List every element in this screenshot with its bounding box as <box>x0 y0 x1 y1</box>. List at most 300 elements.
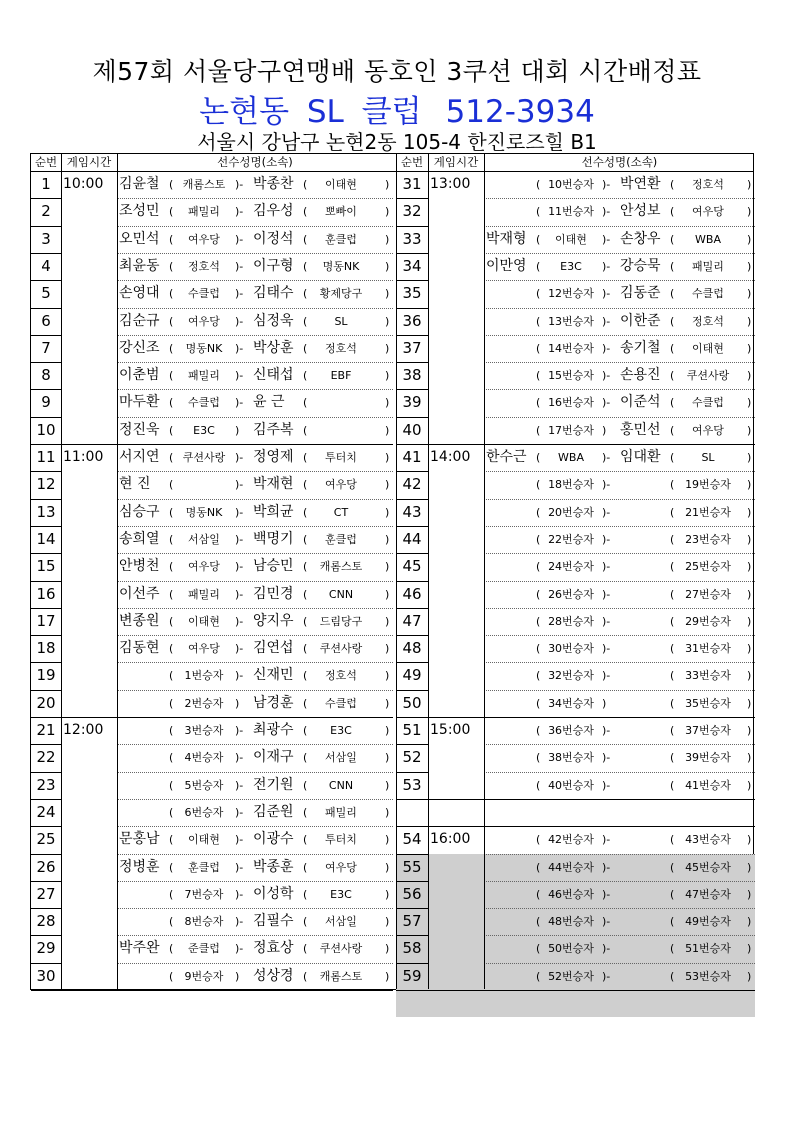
row-number: 17 <box>36 611 56 630</box>
sep-a: )- <box>235 478 244 492</box>
match-pair <box>117 280 393 307</box>
row-number: 7 <box>41 338 51 357</box>
player-b: 이구형 <box>253 257 294 274</box>
row-number: 3 <box>41 229 51 248</box>
match-pair <box>117 608 393 635</box>
player-b: 임대환 <box>620 449 661 465</box>
row-number <box>396 799 428 826</box>
paren-open-b: ( <box>670 178 675 191</box>
club-a: 7번승자 <box>184 887 224 901</box>
club-b: 정호석 <box>692 314 724 328</box>
player-b: 김주복 <box>253 421 294 438</box>
match-pair <box>117 171 393 198</box>
club-b: 45번승자 <box>685 860 731 874</box>
paren-open-a: ( <box>169 423 174 437</box>
club-a: 3번승자 <box>184 724 224 737</box>
paren-close-b: ) <box>747 178 752 191</box>
club-b: 여우당 <box>692 423 724 437</box>
club-b: 쿠션사랑 <box>319 942 363 956</box>
row-number: 35 <box>402 284 422 303</box>
paren-open-a: ( <box>169 560 174 574</box>
paren-open-b: ( <box>670 478 675 492</box>
sep-a: ) <box>235 696 240 710</box>
player-b: 정영제 <box>253 449 294 465</box>
club-a: 훈클럽 <box>188 860 220 874</box>
paren-open-a: ( <box>536 532 541 546</box>
paren-open-a: ( <box>169 532 174 546</box>
paren-close-b: ) <box>747 287 752 301</box>
club-b: 드림당구 <box>319 614 363 628</box>
club-a: 여우당 <box>188 232 220 246</box>
club-a: 서삼일 <box>188 532 220 546</box>
club-b: 37번승자 <box>685 724 731 737</box>
paren-close-b: ) <box>747 560 752 574</box>
paren-open-b: ( <box>303 887 308 901</box>
sep-a: )- <box>602 751 611 765</box>
match-pair <box>484 499 755 526</box>
paren-open-a: ( <box>536 259 541 273</box>
paren-close-b: ) <box>385 369 390 383</box>
paren-open-a: ( <box>536 833 541 847</box>
row-number: 45 <box>402 557 422 576</box>
match-pair <box>117 826 393 853</box>
paren-open-b: ( <box>670 532 675 546</box>
club-b: 정호석 <box>325 669 357 683</box>
club-b: 패밀리 <box>692 259 724 273</box>
player-b: 이재구 <box>253 749 294 766</box>
paren-open-b: ( <box>303 805 308 819</box>
club-a: 50번승자 <box>548 942 594 956</box>
column-rule <box>484 154 485 989</box>
player-b: 백명기 <box>253 530 294 547</box>
paren-open-a: ( <box>169 833 174 847</box>
paren-open-a: ( <box>169 178 174 191</box>
match-pair <box>117 935 393 962</box>
player-a: 이선주 <box>119 585 160 602</box>
paren-open-a: ( <box>169 724 174 737</box>
player-b: 손창우 <box>620 230 661 247</box>
paren-open-b: ( <box>670 560 675 574</box>
paren-open-a: ( <box>169 915 174 929</box>
club-b: E3C <box>330 887 352 901</box>
paren-open-b: ( <box>303 451 308 464</box>
paren-open-b: ( <box>670 942 675 956</box>
club-a: 2번승자 <box>184 696 224 710</box>
paren-close-b: ) <box>385 696 390 710</box>
paren-open-b: ( <box>670 232 675 246</box>
sep-a: )- <box>602 314 611 328</box>
paren-close-b: ) <box>747 451 752 464</box>
paren-open-a: ( <box>536 969 541 983</box>
match-pair <box>484 854 755 881</box>
paren-close-b: ) <box>747 587 752 601</box>
paren-open-a: ( <box>169 778 174 792</box>
row-number: 50 <box>402 693 422 712</box>
club-a: 쿠션사랑 <box>182 451 226 464</box>
paren-open-a: ( <box>536 696 541 710</box>
club-b: SL <box>334 314 348 328</box>
player-a: 최윤동 <box>119 257 160 274</box>
paren-close-b: ) <box>747 478 752 492</box>
paren-open-b: ( <box>303 724 308 737</box>
paren-close-b: ) <box>747 669 752 683</box>
club-a: 이태현 <box>188 833 220 847</box>
club-a: 1번승자 <box>184 669 224 683</box>
player-b: 심정욱 <box>253 312 294 329</box>
club-a: 패밀리 <box>188 587 220 601</box>
match-pair <box>117 335 393 362</box>
sep-a: )- <box>235 314 244 328</box>
paren-close-b: ) <box>385 532 390 546</box>
paren-open-a: ( <box>169 451 174 464</box>
header-time: 게임시간 <box>433 155 479 169</box>
club-a: 정호석 <box>188 259 220 273</box>
paren-open-b: ( <box>303 423 308 437</box>
sep-a: )- <box>602 860 611 874</box>
club-a: 4번승자 <box>184 751 224 765</box>
sep-a: )- <box>602 669 611 683</box>
player-b: 손용진 <box>620 367 661 384</box>
paren-open-b: ( <box>670 396 675 410</box>
sep-a: )- <box>602 614 611 628</box>
paren-open-b: ( <box>303 915 308 929</box>
club-b: 23번승자 <box>685 532 731 546</box>
sep-a: ) <box>602 696 607 710</box>
match-pair <box>484 744 755 771</box>
sep-a: )- <box>602 451 611 464</box>
match-pair <box>484 662 755 689</box>
match-pair <box>484 198 755 225</box>
paren-open-a: ( <box>536 887 541 901</box>
club-b: 훈클럽 <box>325 232 357 246</box>
paren-open-a: ( <box>169 642 174 656</box>
match-pair <box>117 744 393 771</box>
match-pair <box>117 553 393 580</box>
paren-close-b: ) <box>747 887 752 901</box>
club-b: 39번승자 <box>685 751 731 765</box>
sep-a: )- <box>602 287 611 301</box>
sep-a: )- <box>235 532 244 546</box>
match-pair <box>484 253 755 280</box>
match-pair <box>484 308 755 335</box>
paren-open-a: ( <box>169 860 174 874</box>
club-b: 투터치 <box>325 451 357 464</box>
player-b: 신태섭 <box>253 367 294 384</box>
row-number: 29 <box>36 939 56 958</box>
player-b: 김준원 <box>253 803 294 820</box>
paren-open-b: ( <box>670 724 675 737</box>
address: 서울시 강남구 논현2동 105-4 한진로즈힐 B1 <box>197 130 597 154</box>
player-b: 송기철 <box>620 339 661 356</box>
paren-open-a: ( <box>536 505 541 519</box>
paren-open-b: ( <box>303 314 308 328</box>
paren-open-b: ( <box>670 369 675 383</box>
club-b: 27번승자 <box>685 587 731 601</box>
row-number: 47 <box>402 611 422 630</box>
player-b: 양지우 <box>253 612 294 629</box>
row-number: 16 <box>36 584 56 603</box>
paren-close-b: ) <box>385 314 390 328</box>
player-a: 손영대 <box>119 285 160 302</box>
row-number: 48 <box>402 639 422 658</box>
club-a: E3C <box>193 423 215 437</box>
player-a: 정병훈 <box>119 858 160 875</box>
match-pair <box>117 854 393 881</box>
club-b: 뽀빠이 <box>325 205 357 219</box>
paren-open-b: ( <box>670 833 675 847</box>
club-b: 정호석 <box>692 178 724 191</box>
paren-close-b: ) <box>747 915 752 929</box>
sep-a: )- <box>235 341 244 355</box>
match-pair <box>117 581 393 608</box>
club-a: 28번승자 <box>548 614 594 628</box>
club-a: 캐롬스토 <box>182 178 226 191</box>
match-pair <box>484 635 755 662</box>
paren-close-b: ) <box>385 505 390 519</box>
sep-a: )- <box>235 178 244 191</box>
player-a: 한수근 <box>486 449 527 465</box>
row-number: 41 <box>402 448 422 466</box>
club-b: E3C <box>330 724 352 737</box>
player-a: 이만영 <box>486 257 527 274</box>
paren-close-b: ) <box>385 614 390 628</box>
paren-open-a: ( <box>536 205 541 219</box>
player-a: 정진욱 <box>119 421 160 438</box>
paren-open-a: ( <box>536 751 541 765</box>
player-b: 박상훈 <box>253 339 294 356</box>
paren-open-a: ( <box>169 505 174 519</box>
paren-open-b: ( <box>303 532 308 546</box>
paren-open-b: ( <box>303 478 308 492</box>
paren-close-b: ) <box>385 833 390 847</box>
paren-open-b: ( <box>670 287 675 301</box>
paren-close-b: ) <box>385 642 390 656</box>
club-b: 25번승자 <box>685 560 731 574</box>
row-number: 19 <box>36 666 56 685</box>
row-number: 30 <box>36 966 56 985</box>
paren-open-a: ( <box>536 287 541 301</box>
paren-open-b: ( <box>670 887 675 901</box>
paren-open-b: ( <box>670 423 675 437</box>
column-rule <box>61 154 62 989</box>
club-a: 패밀리 <box>188 205 220 219</box>
match-pair <box>117 717 393 744</box>
match-pair <box>484 772 755 799</box>
paren-close-b: ) <box>747 969 752 983</box>
sep-a: )- <box>602 887 611 901</box>
header-no: 순번 <box>34 155 58 169</box>
sep-a: )- <box>235 724 244 737</box>
club-b: 쿠션사랑 <box>686 369 730 383</box>
paren-open-a: ( <box>169 587 174 601</box>
match-pair <box>117 253 393 280</box>
sep-a: )- <box>235 833 244 847</box>
paren-open-b: ( <box>670 778 675 792</box>
paren-open-a: ( <box>169 751 174 765</box>
column-rule <box>117 154 118 989</box>
paren-open-a: ( <box>169 942 174 956</box>
club-b: 쿠션사랑 <box>319 642 363 656</box>
row-number: 23 <box>36 775 56 794</box>
sep-a: )- <box>602 369 611 383</box>
paren-open-a: ( <box>536 642 541 656</box>
row-number: 2 <box>41 202 51 221</box>
paren-open-a: ( <box>169 969 174 983</box>
player-b: 김태수 <box>253 285 294 302</box>
row-number: 1 <box>41 175 51 193</box>
club-a: 수클럽 <box>188 396 220 410</box>
paren-open-b: ( <box>303 942 308 956</box>
paren-open-a: ( <box>536 778 541 792</box>
sep-a: )- <box>235 751 244 765</box>
match-pair <box>484 881 755 908</box>
paren-open-a: ( <box>536 724 541 737</box>
match-pair <box>484 826 755 853</box>
sep-a: )- <box>235 232 244 246</box>
paren-open-b: ( <box>303 178 308 191</box>
club-b: 33번승자 <box>685 669 731 683</box>
header-players: 선수성명(소속) <box>217 155 293 169</box>
player-a: 서지연 <box>119 449 160 465</box>
row-number: 33 <box>402 229 422 248</box>
header-players: 선수성명(소속) <box>581 155 658 169</box>
sep-a: )- <box>602 642 611 656</box>
game-time: 16:00 <box>430 831 471 848</box>
club-a: 24번승자 <box>548 560 594 574</box>
row-rule <box>396 990 755 991</box>
match-pair <box>117 662 393 689</box>
club-b: CNN <box>328 587 354 601</box>
club-b: 19번승자 <box>685 478 731 492</box>
player-a: 현 진 <box>119 476 151 493</box>
game-time: 12:00 <box>63 722 104 738</box>
match-pair <box>484 963 755 990</box>
match-pair <box>117 471 393 498</box>
row-number: 32 <box>402 202 422 221</box>
paren-open-a: ( <box>169 314 174 328</box>
match-pair <box>484 335 755 362</box>
paren-open-a: ( <box>536 369 541 383</box>
match-pair <box>484 526 755 553</box>
row-number: 49 <box>402 666 422 685</box>
player-b: 이광수 <box>253 831 294 848</box>
row-rule <box>31 990 393 991</box>
match-pair <box>117 635 393 662</box>
paren-open-b: ( <box>670 259 675 273</box>
match-pair <box>117 308 393 335</box>
paren-close-b: ) <box>385 451 390 464</box>
sep-a: )- <box>235 805 244 819</box>
club-b: SL <box>701 451 715 464</box>
club-a: 32번승자 <box>548 669 594 683</box>
paren-close-b: ) <box>385 178 390 191</box>
club-b: 투터치 <box>325 833 357 847</box>
paren-open-a: ( <box>169 478 174 492</box>
row-number: 38 <box>402 366 422 385</box>
paren-open-a: ( <box>169 341 174 355</box>
paren-open-b: ( <box>670 642 675 656</box>
match-pair <box>117 444 393 471</box>
match-pair <box>117 198 393 225</box>
row-number: 37 <box>402 338 422 357</box>
paren-open-a: ( <box>169 805 174 819</box>
paren-open-b: ( <box>670 505 675 519</box>
club-a: 20번승자 <box>548 505 594 519</box>
club-a: 16번승자 <box>548 396 594 410</box>
sep-a: )- <box>235 287 244 301</box>
row-number: 31 <box>402 175 422 193</box>
row-number: 26 <box>36 857 56 876</box>
club-b: 31번승자 <box>685 642 731 656</box>
paren-open-b: ( <box>303 614 308 628</box>
row-number: 57 <box>402 912 422 931</box>
club-a: 9번승자 <box>184 969 224 983</box>
club-b: 서삼일 <box>325 751 357 765</box>
club-b: 21번승자 <box>685 505 731 519</box>
paren-open-a: ( <box>169 396 174 410</box>
player-b: 김민경 <box>253 585 294 602</box>
paren-close-b: ) <box>747 942 752 956</box>
game-time: 15:00 <box>430 722 471 738</box>
paren-close-b: ) <box>385 423 390 437</box>
sep-a: )- <box>235 915 244 929</box>
paren-open-a: ( <box>169 614 174 628</box>
club-a: 18번승자 <box>548 478 594 492</box>
club-b: WBA <box>695 232 721 246</box>
paren-open-b: ( <box>303 587 308 601</box>
paren-open-b: ( <box>303 669 308 683</box>
paren-open-a: ( <box>536 560 541 574</box>
paren-close-b: ) <box>385 751 390 765</box>
player-b: 정효상 <box>253 940 294 957</box>
match-pair <box>484 171 755 198</box>
row-number: 54 <box>402 830 422 849</box>
player-b: 성상경 <box>253 967 294 984</box>
row-number: 43 <box>402 502 422 521</box>
game-time: 10:00 <box>63 176 104 192</box>
player-a: 안병천 <box>119 558 160 575</box>
club-b: 이태현 <box>692 341 724 355</box>
sep-a: )- <box>602 833 611 847</box>
player-a: 문홍남 <box>119 831 160 848</box>
club-a: 34번승자 <box>548 696 594 710</box>
sep-a: )- <box>602 341 611 355</box>
player-a: 김동현 <box>119 640 160 657</box>
sep-a: )- <box>602 969 611 983</box>
sep-a: )- <box>235 505 244 519</box>
paren-close-b: ) <box>385 805 390 819</box>
match-pair <box>484 362 755 389</box>
player-a: 송희열 <box>119 530 160 547</box>
row-number: 22 <box>36 748 56 767</box>
row-rule <box>396 799 755 800</box>
paren-open-b: ( <box>670 669 675 683</box>
player-b: 홍민선 <box>620 421 661 438</box>
sep-a: )- <box>602 232 611 246</box>
schedule-table <box>30 153 754 990</box>
paren-open-a: ( <box>169 259 174 273</box>
sep-a: )- <box>602 778 611 792</box>
paren-open-b: ( <box>303 696 308 710</box>
sep-a: ) <box>235 423 240 437</box>
paren-open-a: ( <box>536 915 541 929</box>
club-b: 훈클럽 <box>325 532 357 546</box>
match-pair <box>484 471 755 498</box>
paren-open-b: ( <box>670 205 675 219</box>
player-a: 마두환 <box>119 394 160 411</box>
club-b: 정호석 <box>325 341 357 355</box>
club-a: 여우당 <box>188 642 220 656</box>
